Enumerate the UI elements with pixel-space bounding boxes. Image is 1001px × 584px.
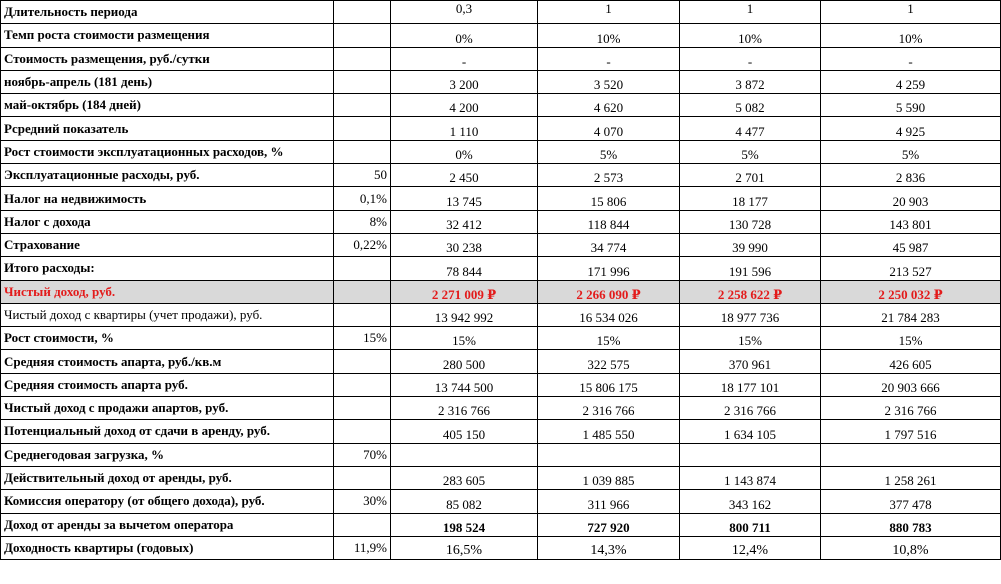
table-row <box>1 350 1001 373</box>
table-row <box>1 117 1001 140</box>
row-parameter[interactable]: 30% <box>334 490 391 513</box>
row-label[interactable]: Налог на недвижимость <box>1 187 334 210</box>
row-label[interactable]: ноябрь-апрель (181 день) <box>1 70 334 93</box>
row-parameter[interactable] <box>334 140 391 163</box>
value-cell[interactable]: 16 534 026 <box>538 303 680 326</box>
value-cell[interactable]: 1 110 <box>391 117 538 140</box>
value-cell[interactable] <box>680 443 821 466</box>
value-cell[interactable]: 18 977 736 <box>680 303 821 326</box>
row-label[interactable]: Чистый доход, руб. <box>1 280 334 303</box>
row-parameter[interactable] <box>334 513 391 536</box>
table-row <box>1 210 1001 233</box>
table-row <box>1 233 1001 256</box>
row-parameter[interactable] <box>334 466 391 489</box>
table-row <box>1 24 1001 47</box>
value-cell[interactable]: 3 520 <box>538 70 680 93</box>
value-cell[interactable]: 5% <box>538 140 680 163</box>
row-label[interactable]: Чистый доход с продажи апартов, руб. <box>1 397 334 420</box>
value-cell[interactable]: 4 477 <box>680 117 821 140</box>
value-cell[interactable]: 727 920 <box>538 513 680 536</box>
value-cell[interactable]: 0% <box>391 140 538 163</box>
value-cell[interactable]: 1 <box>680 1 821 24</box>
value-cell[interactable]: 5% <box>821 140 1001 163</box>
row-parameter[interactable] <box>334 117 391 140</box>
value-cell[interactable]: 2 316 766 <box>538 397 680 420</box>
row-label[interactable]: Рост стоимости, % <box>1 327 334 350</box>
table-row <box>1 536 1001 559</box>
value-cell[interactable]: 4 620 <box>538 94 680 117</box>
table-row <box>1 513 1001 536</box>
row-label[interactable]: май-октябрь (184 дней) <box>1 94 334 117</box>
value-cell[interactable]: 18 177 101 <box>680 373 821 396</box>
value-cell[interactable]: 5 082 <box>680 94 821 117</box>
value-cell[interactable]: - <box>391 47 538 70</box>
value-cell[interactable]: 20 903 666 <box>821 373 1001 396</box>
value-cell[interactable]: 171 996 <box>538 257 680 280</box>
row-label[interactable]: Средняя стоимость апарта, руб./кв.м <box>1 350 334 373</box>
value-cell[interactable]: 13 942 992 <box>391 303 538 326</box>
table-row <box>1 303 1001 326</box>
value-cell[interactable]: 34 774 <box>538 233 680 256</box>
value-cell[interactable]: 2 316 766 <box>680 397 821 420</box>
value-cell[interactable]: 78 844 <box>391 257 538 280</box>
value-cell[interactable]: 2 316 766 <box>391 397 538 420</box>
row-parameter[interactable]: 15% <box>334 327 391 350</box>
value-cell[interactable]: 15% <box>821 327 1001 350</box>
table-row <box>1 280 1001 303</box>
value-cell[interactable]: 377 478 <box>821 490 1001 513</box>
row-label[interactable]: Комиссия оператору (от общего дохода), руб. <box>1 490 334 513</box>
row-label[interactable]: Рсредний показатель <box>1 117 334 140</box>
table-row <box>1 466 1001 489</box>
table-row <box>1 490 1001 513</box>
value-cell[interactable]: 191 596 <box>680 257 821 280</box>
value-cell[interactable]: 10% <box>821 24 1001 47</box>
value-cell[interactable]: 118 844 <box>538 210 680 233</box>
value-cell[interactable]: 15% <box>391 327 538 350</box>
value-cell[interactable]: 800 711 <box>680 513 821 536</box>
row-label[interactable]: Потенциальный доход от сдачи в аренду, руб. <box>1 420 334 443</box>
row-parameter[interactable] <box>334 94 391 117</box>
value-cell[interactable]: 2 316 766 <box>821 397 1001 420</box>
row-label[interactable]: Итого расходы: <box>1 257 334 280</box>
row-label[interactable]: Доход от аренды за вычетом оператора <box>1 513 334 536</box>
table-row <box>1 187 1001 210</box>
value-cell[interactable]: 5% <box>680 140 821 163</box>
value-cell[interactable]: 2 266 090 ₽ <box>538 280 680 303</box>
value-cell[interactable]: 130 728 <box>680 210 821 233</box>
value-cell[interactable] <box>391 443 538 466</box>
table-row <box>1 70 1001 93</box>
value-cell[interactable]: 30 238 <box>391 233 538 256</box>
value-cell[interactable]: 10% <box>538 24 680 47</box>
value-cell[interactable]: 2 573 <box>538 164 680 187</box>
row-label[interactable]: Стоимость размещения, руб./сутки <box>1 47 334 70</box>
value-cell[interactable]: - <box>680 47 821 70</box>
row-label[interactable]: Страхование <box>1 233 334 256</box>
row-parameter[interactable] <box>334 303 391 326</box>
value-cell[interactable]: 1 143 874 <box>680 466 821 489</box>
row-parameter[interactable] <box>334 280 391 303</box>
row-parameter[interactable] <box>334 1 391 24</box>
value-cell[interactable]: 280 500 <box>391 350 538 373</box>
row-label[interactable]: Доходность квартиры (годовых) <box>1 536 334 559</box>
value-cell[interactable] <box>821 443 1001 466</box>
value-cell[interactable]: - <box>821 47 1001 70</box>
value-cell[interactable]: 21 784 283 <box>821 303 1001 326</box>
value-cell[interactable]: 15% <box>680 327 821 350</box>
row-parameter[interactable] <box>334 70 391 93</box>
table-row <box>1 443 1001 466</box>
value-cell[interactable]: 143 801 <box>821 210 1001 233</box>
row-parameter[interactable] <box>334 397 391 420</box>
value-cell[interactable]: 2 258 622 ₽ <box>680 280 821 303</box>
table-row <box>1 397 1001 420</box>
row-label[interactable]: Темп роста стоимости размещения <box>1 24 334 47</box>
value-cell[interactable]: 4 259 <box>821 70 1001 93</box>
value-cell[interactable] <box>538 443 680 466</box>
value-cell[interactable]: 311 966 <box>538 490 680 513</box>
value-cell[interactable]: 4 925 <box>821 117 1001 140</box>
row-label[interactable]: Налог с дохода <box>1 210 334 233</box>
value-cell[interactable]: 1 634 105 <box>680 420 821 443</box>
row-parameter[interactable]: 11,9% <box>334 536 391 559</box>
row-label[interactable]: Средняя стоимость апарта руб. <box>1 373 334 396</box>
value-cell[interactable]: 12,4% <box>680 536 821 559</box>
value-cell[interactable]: - <box>538 47 680 70</box>
row-label[interactable]: Чистый доход с квартиры (учет продажи), руб. <box>1 303 334 326</box>
value-cell[interactable]: 370 961 <box>680 350 821 373</box>
value-cell[interactable]: 1 039 885 <box>538 466 680 489</box>
value-cell[interactable]: 15 806 <box>538 187 680 210</box>
value-cell[interactable]: 45 987 <box>821 233 1001 256</box>
value-cell[interactable]: 10% <box>680 24 821 47</box>
table-row <box>1 164 1001 187</box>
row-parameter[interactable] <box>334 24 391 47</box>
value-cell[interactable]: 32 412 <box>391 210 538 233</box>
value-cell[interactable]: 13 745 <box>391 187 538 210</box>
value-cell[interactable]: 18 177 <box>680 187 821 210</box>
value-cell[interactable]: 2 450 <box>391 164 538 187</box>
value-cell[interactable]: 322 575 <box>538 350 680 373</box>
value-cell[interactable]: 2 836 <box>821 164 1001 187</box>
row-parameter[interactable]: 50 <box>334 164 391 187</box>
value-cell[interactable]: 10,8% <box>821 536 1001 559</box>
row-label[interactable]: Действительный доход от аренды, руб. <box>1 466 334 489</box>
value-cell[interactable]: 426 605 <box>821 350 1001 373</box>
table-row <box>1 420 1001 443</box>
value-cell[interactable]: 213 527 <box>821 257 1001 280</box>
value-cell[interactable]: 4 070 <box>538 117 680 140</box>
value-cell[interactable]: 20 903 <box>821 187 1001 210</box>
value-cell[interactable]: 1 258 261 <box>821 466 1001 489</box>
row-parameter[interactable] <box>334 350 391 373</box>
value-cell[interactable]: 283 605 <box>391 466 538 489</box>
value-cell[interactable]: 15% <box>538 327 680 350</box>
table-row <box>1 140 1001 163</box>
value-cell[interactable]: 343 162 <box>680 490 821 513</box>
row-parameter[interactable]: 8% <box>334 210 391 233</box>
table-row <box>1 94 1001 117</box>
value-cell[interactable]: 198 524 <box>391 513 538 536</box>
value-cell[interactable]: 880 783 <box>821 513 1001 536</box>
value-cell[interactable]: 2 250 032 ₽ <box>821 280 1001 303</box>
table-row <box>1 257 1001 280</box>
value-cell[interactable]: 5 590 <box>821 94 1001 117</box>
table-row <box>1 327 1001 350</box>
value-cell[interactable]: 39 990 <box>680 233 821 256</box>
table-row <box>1 47 1001 70</box>
table-row <box>1 1 1001 24</box>
value-cell[interactable]: 1 <box>821 1 1001 24</box>
value-cell[interactable]: 3 200 <box>391 70 538 93</box>
row-parameter[interactable] <box>334 47 391 70</box>
value-cell[interactable]: 15 806 175 <box>538 373 680 396</box>
row-label[interactable]: Рост стоимости эксплуатационных расходов, % <box>1 140 334 163</box>
row-label[interactable]: Эксплуатационные расходы, руб. <box>1 164 334 187</box>
row-label[interactable]: Длительность периода <box>1 1 334 24</box>
value-cell[interactable]: 2 271 009 ₽ <box>391 280 538 303</box>
value-cell[interactable]: 14,3% <box>538 536 680 559</box>
value-cell[interactable]: 405 150 <box>391 420 538 443</box>
value-cell[interactable]: 85 082 <box>391 490 538 513</box>
value-cell[interactable]: 0,3 <box>391 1 538 24</box>
value-cell[interactable]: 1 <box>538 1 680 24</box>
row-parameter[interactable] <box>334 257 391 280</box>
row-parameter[interactable] <box>334 420 391 443</box>
value-cell[interactable]: 3 872 <box>680 70 821 93</box>
row-parameter[interactable]: 0,22% <box>334 233 391 256</box>
value-cell[interactable]: 1 797 516 <box>821 420 1001 443</box>
value-cell[interactable]: 0% <box>391 24 538 47</box>
value-cell[interactable]: 2 701 <box>680 164 821 187</box>
value-cell[interactable]: 4 200 <box>391 94 538 117</box>
row-parameter[interactable]: 0,1% <box>334 187 391 210</box>
row-parameter[interactable]: 70% <box>334 443 391 466</box>
value-cell[interactable]: 1 485 550 <box>538 420 680 443</box>
value-cell[interactable]: 13 744 500 <box>391 373 538 396</box>
row-parameter[interactable] <box>334 373 391 396</box>
value-cell[interactable]: 16,5% <box>391 536 538 559</box>
table-row <box>1 373 1001 396</box>
row-label[interactable]: Среднегодовая загрузка, % <box>1 443 334 466</box>
